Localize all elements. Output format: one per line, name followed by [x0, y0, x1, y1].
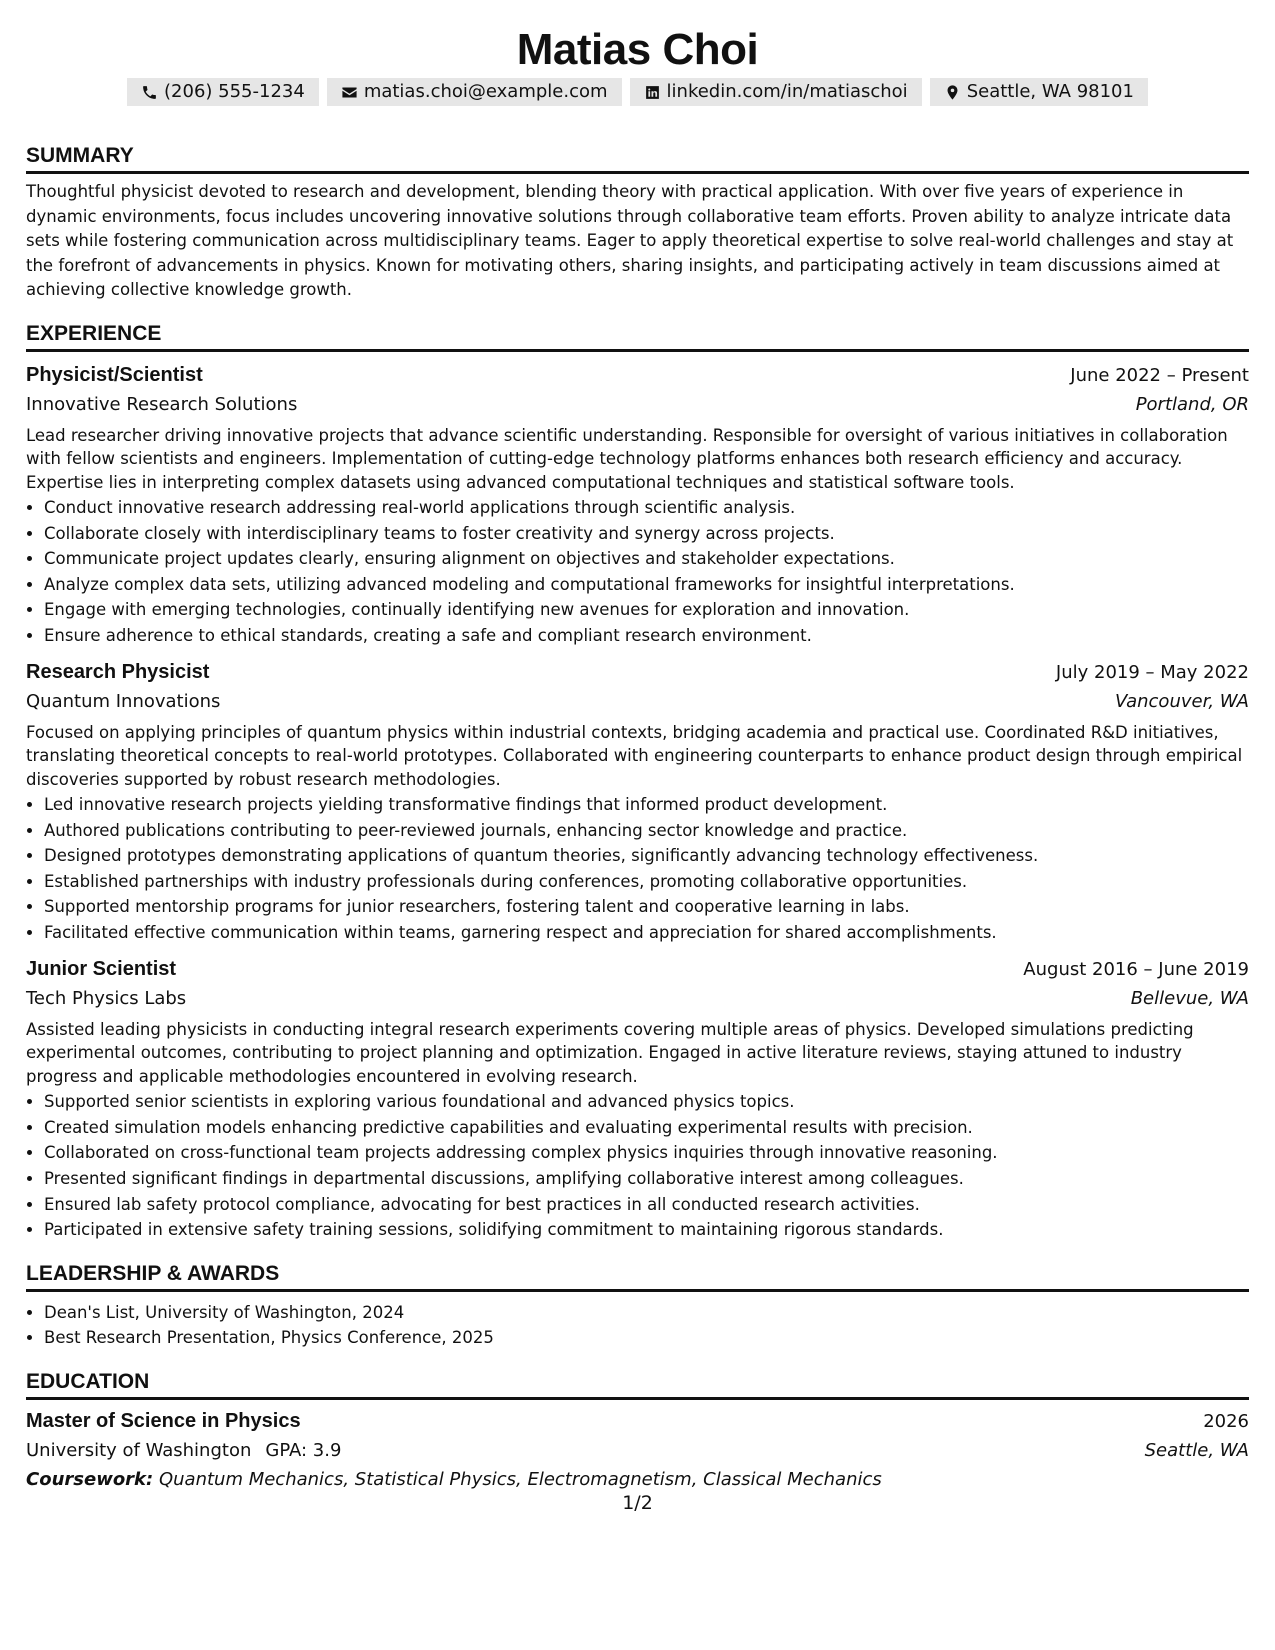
list-item: • Ensured lab safety protocol compliance, advocating for best practices in all conducted research activities.	[44, 1192, 1249, 1218]
awards-list	[26, 1300, 1249, 1351]
job-location: Vancouver, WA	[1114, 690, 1249, 712]
job-description: Lead researcher driving innovative projects that advance scientific understanding. Responsible for oversight of various initiatives in collaboration with fellow scientists and engineers. Implementation of cutting-edge technology platforms enhances both research efficiency and accuracy. Expertise lies in interpreting complex datasets using advanced computational techniques and statistical software tools.	[26, 425, 1228, 492]
awards-section	[26, 1261, 1249, 1351]
coursework-label: Coursework:	[26, 1468, 154, 1490]
awards-heading: LEADERSHIP & AWARDS	[26, 1261, 1249, 1292]
education-section	[26, 1369, 1249, 1495]
job-company: Innovative Research Solutions	[26, 393, 298, 415]
job-location: Bellevue, WA	[1130, 987, 1249, 1009]
list-item: • Authored publications contributing to peer-reviewed journals, enhancing sector knowledge and practice.	[44, 818, 1249, 844]
list-item: • Facilitated effective communication within teams, garnering respect and appreciation for shared accomplishments.	[44, 920, 1249, 946]
list-item: • Analyze complex data sets, utilizing advanced modeling and computational frameworks for insightful interpretations.	[44, 572, 1249, 598]
list-item: • Established partnerships with industry professionals during conferences, promoting collaborative opportunities.	[44, 869, 1249, 895]
list-item: • Led innovative research projects yielding transformative findings that informed product development.	[44, 792, 1249, 818]
job-bullets	[26, 495, 1249, 649]
list-item: • Supported senior scientists in exploring various foundational and advanced physics topics.	[44, 1089, 1249, 1115]
list-item: • Engage with emerging technologies, continually identifying new avenues for exploration and innovation.	[44, 597, 1249, 623]
job-dates: June 2022 – Present	[1070, 364, 1249, 386]
job-location: Portland, OR	[1135, 393, 1249, 415]
list-item: • Best Research Presentation, Physics Conference, 2025	[44, 1325, 1249, 1351]
job-company: Quantum Innovations	[26, 690, 221, 712]
contact-email[interactable]	[327, 78, 622, 106]
experience-heading: EXPERIENCE	[26, 321, 1249, 352]
summary-text: Thoughtful physicist devoted to research and development, blending theory with practical application. With over five years of experience in dynamic environments, focus includes uncovering innovative solutions through collaborative team efforts. Proven ability to analyze intricate data sets while fostering communication across multidisciplinary teams. Eager to apply theoretical expertise to solve real-world challenges and stay at the forefront of advancements in physics. Known for motivating others, sharing insights, and participating actively in team discussions aimed at achieving collective knowledge growth.	[26, 182, 1234, 299]
job-entry	[26, 360, 1249, 649]
job-title: Junior Scientist	[26, 957, 177, 980]
envelope-icon	[341, 84, 358, 101]
map-pin-icon	[944, 84, 961, 101]
education-school: University of Washington	[26, 1439, 252, 1461]
resume-page	[26, 0, 1249, 1495]
page-number: 1/2	[622, 1492, 653, 1514]
list-item: • Participated in extensive safety training sessions, solidifying commitment to maintaining rigorous standards.	[44, 1217, 1249, 1243]
contact-linkedin[interactable]	[630, 78, 922, 106]
job-bullets	[26, 792, 1249, 946]
contact-linkedin-text: linkedin.com/in/matiaschoi	[666, 81, 908, 102]
list-item: • Created simulation models enhancing predictive capabilities and evaluating experimental results with precision.	[44, 1115, 1249, 1141]
education-coursework	[26, 1465, 1249, 1495]
job-title: Physicist/Scientist	[26, 363, 203, 386]
contact-location-text: Seattle, WA 98101	[966, 81, 1134, 102]
education-year: 2026	[1203, 1410, 1249, 1432]
job-dates: July 2019 – May 2022	[1055, 661, 1249, 683]
job-title: Research Physicist	[26, 660, 210, 683]
contact-email-text: matias.choi@example.com	[363, 81, 608, 102]
list-item: • Designed prototypes demonstrating applications of quantum theories, significantly advancing technology effectiveness.	[44, 843, 1249, 869]
summary-heading: SUMMARY	[26, 143, 1249, 174]
job-description: Focused on applying principles of quantum physics within industrial contexts, bridging academia and practical use. Coordinated R&D initiatives, translating theoretical concepts to real-world prototypes. Collaborated with engineering counterparts to enhance product design through empirical discoveries supported by robust research methodologies.	[26, 722, 1243, 789]
education-heading: EDUCATION	[26, 1369, 1249, 1400]
job-entry	[26, 954, 1249, 1243]
job-dates: August 2016 – June 2019	[1023, 958, 1249, 980]
education-location: Seattle, WA	[1144, 1439, 1249, 1461]
contact-phone[interactable]	[127, 78, 319, 106]
list-item: • Communicate project updates clearly, ensuring alignment on objectives and stakeholder expectations.	[44, 546, 1249, 572]
list-item: • Ensure adherence to ethical standards, creating a safe and compliant research environment.	[44, 623, 1249, 649]
list-item: • Dean's List, University of Washington, 2024	[44, 1300, 1249, 1326]
contact-phone-text: (206) 555-1234	[164, 81, 305, 102]
education-degree: Master of Science in Physics	[26, 1409, 301, 1432]
job-entry	[26, 657, 1249, 946]
contact-bar	[26, 78, 1249, 106]
job-bullets	[26, 1089, 1249, 1243]
contact-location	[930, 78, 1148, 106]
coursework-list: Quantum Mechanics, Statistical Physics, Electromagnetism, Classical Mechanics	[158, 1468, 882, 1490]
list-item: • Presented significant findings in departmental discussions, amplifying collaborative interest among colleagues.	[44, 1166, 1249, 1192]
linkedin-icon	[644, 84, 661, 101]
education-gpa: GPA: 3.9	[265, 1439, 342, 1461]
job-description: Assisted leading physicists in conducting integral research experiments covering multiple areas of physics. Developed simulations predicting experimental outcomes, contributing to project planning and optimization. Engaged in active literature reviews, staying attuned to industry progress and applicable methodologies encountered in evolving research.	[26, 1019, 1194, 1086]
job-company: Tech Physics Labs	[26, 987, 187, 1009]
list-item: • Conduct innovative research addressing real-world applications through scientific analysis.	[44, 495, 1249, 521]
list-item: • Supported mentorship programs for junior researchers, fostering talent and cooperative learning in labs.	[44, 894, 1249, 920]
list-item: • Collaborate closely with interdisciplinary teams to foster creativity and synergy across projects.	[44, 521, 1249, 547]
list-item: • Collaborated on cross-functional team projects addressing complex physics inquiries through innovative reasoning.	[44, 1140, 1249, 1166]
candidate-name: Matias Choi	[516, 25, 759, 74]
phone-icon	[141, 84, 158, 101]
